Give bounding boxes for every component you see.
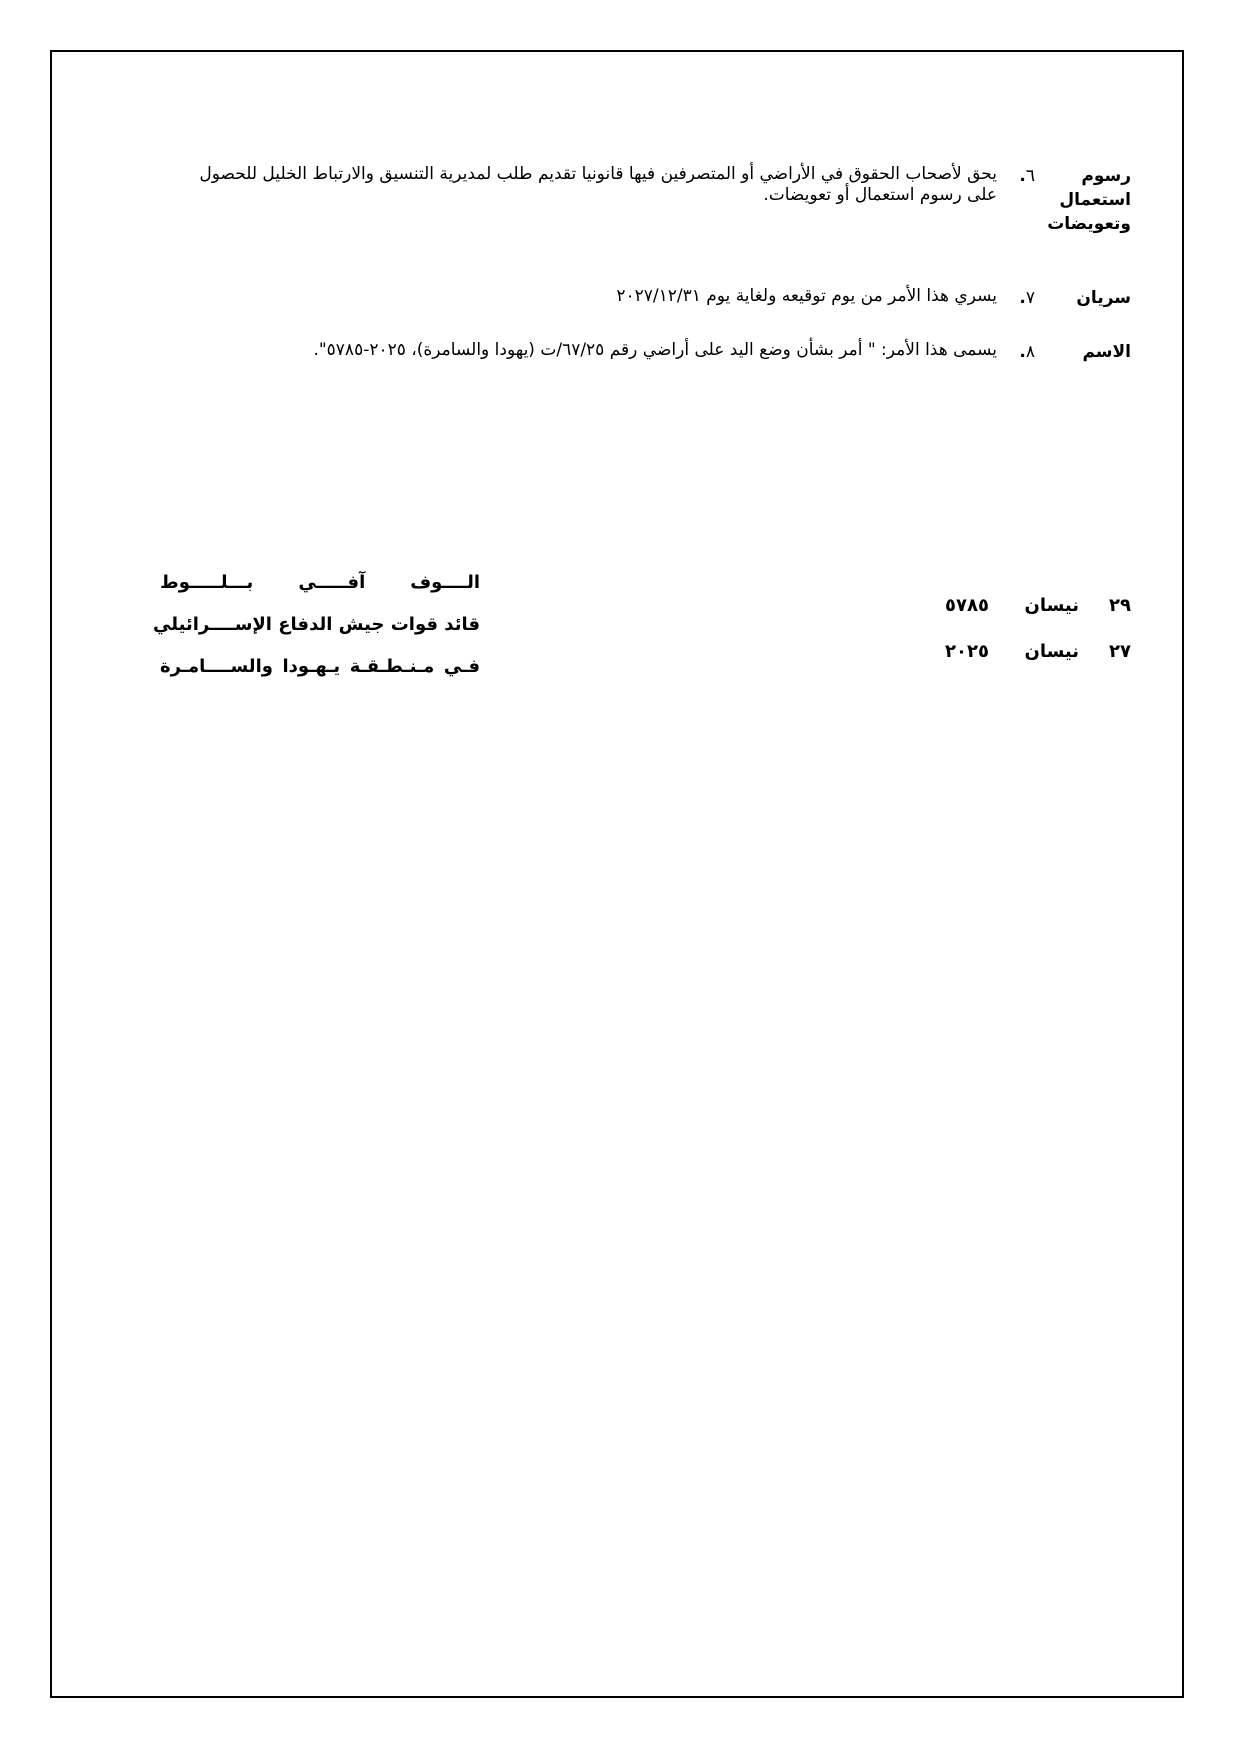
- signatory-region: فـي مـنـطـقـة يـهـودا والســــامـرة: [160, 656, 480, 677]
- clause-8-number: ٨.: [1019, 342, 1035, 362]
- signatory-name: الــــوف آفـــــي بـــلـــــوط: [160, 572, 480, 593]
- clause-7-text: يسري هذا الأمر من يوم توقيعه ولغاية يوم ٢٠٢٧/١٢/٣١: [616, 286, 997, 306]
- clause-6-heading-line-3: وتعويضات: [1047, 214, 1131, 234]
- gregorian-date-year: ٢٠٢٥: [945, 640, 989, 662]
- clause-6-text: يحق لأصحاب الحقوق في الأراضي أو المتصرفين فيها قانونيا تقديم طلب لمديرية التنسيق والارتباط الخليل للحصول على رسوم استعمال أو تعويضات.: [199, 164, 997, 205]
- signatory-title: قائد قوات جيش الدفاع الإســــرائيلي: [153, 614, 480, 635]
- clause-7-number: ٧.: [1019, 288, 1035, 308]
- clause-8-text: يسمى هذا الأمر: " أمر بشأن وضع اليد على أراضي رقم ٦٧/٢٥/ت (يهودا والسامرة)، ٢٠٢٥-٥٧٨٥".: [313, 340, 997, 360]
- clause-8-heading: [1035, 340, 1131, 364]
- hebrew-date-year: ٥٧٨٥: [945, 594, 989, 616]
- clause-7-heading-line-1: سريان: [1076, 288, 1131, 308]
- clause-8: [193, 340, 1131, 364]
- hebrew-date-month: نيسان: [1024, 594, 1079, 616]
- gregorian-date: [901, 628, 1131, 674]
- clause-7: [193, 286, 1131, 310]
- clause-7-heading: [1035, 286, 1131, 310]
- clause-6-heading: [1035, 164, 1131, 236]
- gregorian-date-month: نيسان: [1024, 640, 1079, 662]
- gregorian-date-day: ٢٧: [1109, 640, 1131, 662]
- hebrew-date-day: ٢٩: [1109, 594, 1131, 616]
- clause-6-heading-line-2: استعمال: [1059, 190, 1131, 210]
- hebrew-date: [901, 582, 1131, 628]
- clause-6: [193, 164, 1131, 236]
- clause-8-heading-line-1: الاسم: [1082, 342, 1131, 362]
- clause-6-heading-line-1: رسوم: [1081, 166, 1131, 186]
- clause-6-number: ٦.: [1019, 166, 1035, 186]
- signing-dates: [901, 582, 1131, 674]
- signature-block: [153, 562, 480, 688]
